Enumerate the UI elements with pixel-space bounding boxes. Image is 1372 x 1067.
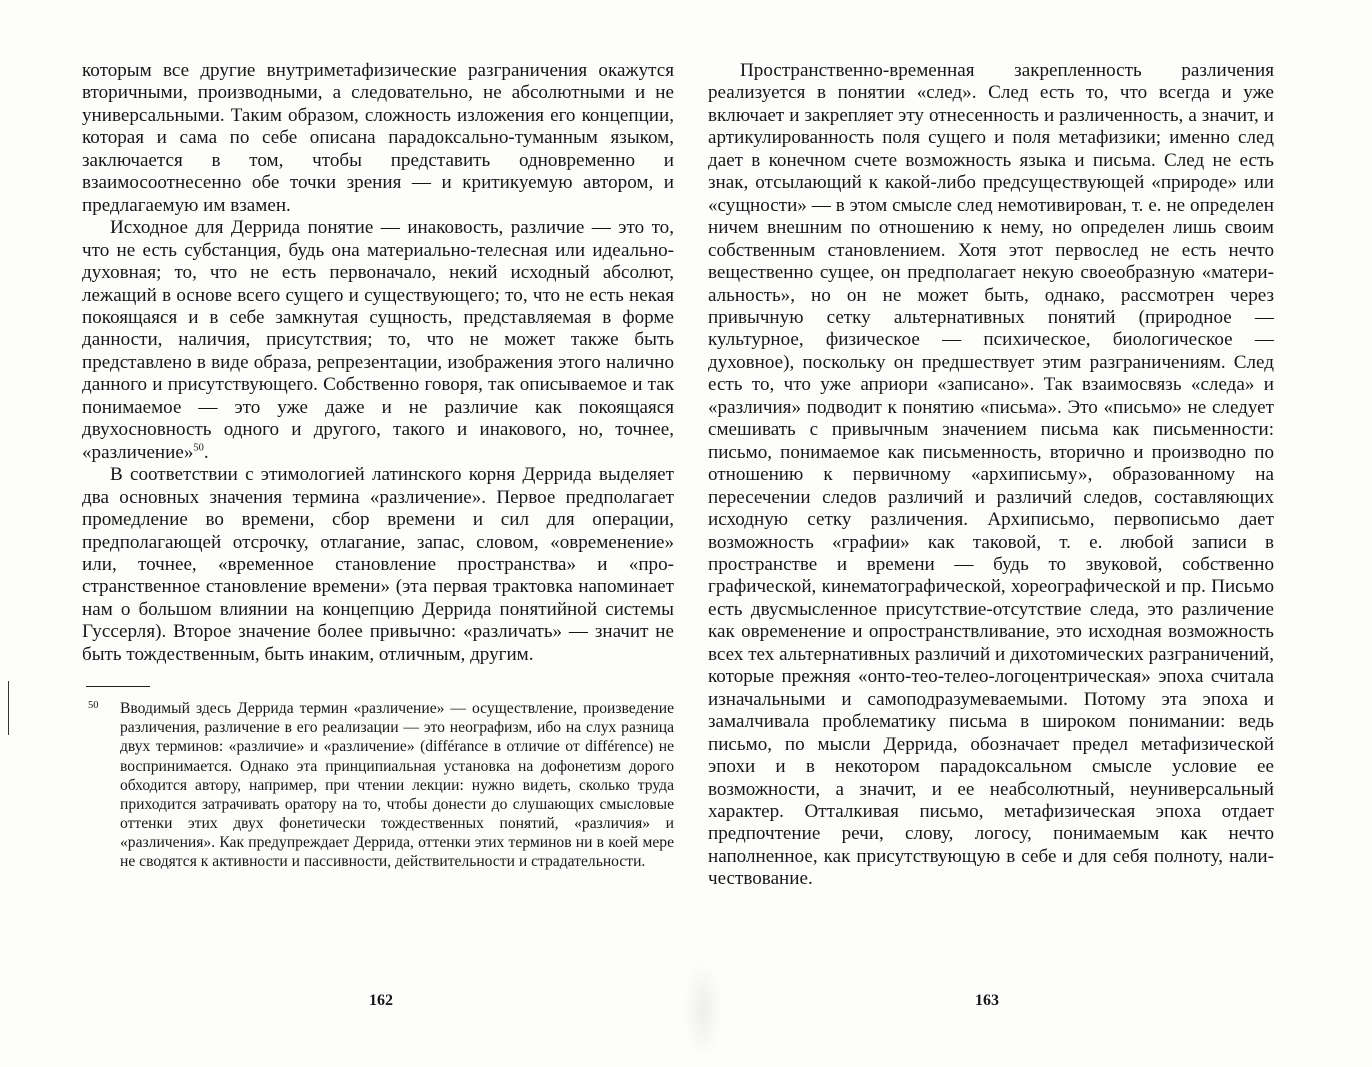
margin-mark — [8, 681, 9, 735]
footnote-reference: 50 — [193, 442, 204, 454]
footnote — [88, 699, 674, 871]
left-paragraph-2-text: Исходное для Деррида понятие — инаковость, различие — это то, что не есть субстанция, будь она материально-телесная или идеально-духовная; то, что не есть первоначало, некий исходный абсолют, лежащий в основе всего сущего и существующего; то, что не есть некая покоящаяся и в себе замкнутая сущность, представляемая в форме данности, наличия, присутствия; то, что не может также быть представлено в виде образа, репрезентации, изображения этого налично данного и присутствующего. Собственно говоря, так описываемое и так понимаемое — это уже даже и не различие как покоящаяся двухосновность одного и другого, такого и инакового, но, точнее, «различение» — [82, 217, 674, 463]
footnote-text: Вводимый здесь Деррида термин «различение» — осуществление, произведение различения, различение в его реализации — это неографизм, ибо на слух разница двух терминов: «различие» и «различение» (différance в отличие от différence) не воспринимается. Однако эта принципиальная установка на дофонетизм дорого обходится автору, например, при чтении лекции: нужно видеть, сколько труда приходится затрачивать оратору на то, чтобы донести до слушающих смысловые оттенки этих двух фонетически тождественных понятий, «различия» и «различения». Как предупреждает Деррида, оттенки этих терминов ни в коей мере не сводятся к активности и пассивности, действительности и страдательности. — [120, 700, 674, 870]
left-paragraph-1: которым все другие внутриметафизические разграничения окажутся вторичными, производными, а следовательно, не абсолютными и не универсальными. Таким образом, сложность изложения его концепции, которая и сама по себе описана парадоксально-туманным языком, заключается в том, чтобы представить одновременно и взаимосоотнесенно обе точки зрения — и критикуемую автором, и предлагаемую им взамен. — [82, 60, 674, 216]
left-page — [82, 60, 674, 871]
page-number-left: 162 — [369, 992, 393, 1009]
left-paragraph-2: Исходное для Деррида понятие — инаковость, различие — это то, что не есть субстанция, будь она материально-телесная или идеально-духовная; то, что не есть первоначало, некий исходный абсолют, лежащий в основе всего сущего и существующего; то, что не есть некая покоящаяся и в себе замкнутая сущность, представляемая в форме данности, наличия, присутствия; то, что не может также быть представлено в виде образа, репрезентации, изображения этого налично данного и присутствующего. Собственно говоря, так описываемое и так понимаемое — это уже даже и не различие как покоящаяся двухосновность одного и другого, такого и инакового, но, точнее, «различение»$^{50}$. — [82, 217, 674, 463]
page-number-right: 163 — [975, 992, 999, 1009]
footnote-divider — [86, 686, 150, 687]
book-gutter-shadow — [683, 960, 723, 1060]
left-paragraph-3: В соответствии с этимологией латинского корня Деррида выделяет два основных значения термина «различение». Первое предполагает промедление во времени, сбор времени и сил для операции, предполагающей отсрочку, отлагание, запас, словом, «овременение» или, точнее, «временное становление пространства» и «пространственное становление времени» (эта первая трактовка напоминает нам о большом влиянии на концепцию Деррида понятийной системы Гуссерля). Второе значение более привычно: «различать» — значит не быть тождественным, быть инаким, отличным, другим. — [82, 464, 674, 665]
right-page — [708, 60, 1274, 891]
footnote-marker: 50 — [88, 700, 99, 712]
right-paragraph-1: Пространственно-временная закрепленность различения реализуется в понятии «след». След есть то, что всегда и уже включает и закрепляет эту отнесенность и различенность, а значит, и артикулированность поля сущего и поля метафизики; именно след дает в конечном счете возможность языка и письма. След не есть знак, отсылающий к какой-либо предсуществующей «природе» или «сущности» — в этом смысле след немотивирован, т. е. не определен ничем внешним по отношению к нему, но определен лишь своим собственным становлением. Хотя этот первослед не есть нечто вещественно сущее, он предполагает некую своеобразную «материальность», но он не может быть, однако, рассмотрен через привычную сетку альтернативных понятий (природное — культурное, физическое — психическое, биологическое — духовное), поскольку он предшествует этим разграничениям. След есть то, что уже априори «записано». Так взаимосвязь «следа» и «различия» подводит к понятию «письма». Это «письмо» не следует смешивать с привычным значением письма как письменности: письмо, понимаемое как письменность, вторично и производно по отношению к первичному «архиписьму», образованному на пересечении следов различий и различий следов, составляющих исходную сетку различения. Архиписьмо, первописьмо дает возможность «графии» как таковой, т. е. любой записи в пространстве и времени — будь то звуковой, собственно графической, кинематографической, хореографической и пр. Письмо есть двусмысленное присутствие-отсутствие следа, это различение как овременение и опространствливание, это исходная возможность всех тех альтернативных различий и дихотомических разграничений, которые прежняя «онто-тео-телео-логоцентрическая» эпоха считала изначальными и самоподразумеваемыми. Потому эта эпоха и замалчивала проблематику письма в широком понимании: ведь письмо, по мысли Деррида, обозначает предел метафизической эпохи и в некотором парадоксальном смысле условие ее возможности, а значит, и ее неабсолютный, неуниверсальный характер. Отталкивая письмо, метафизическая эпоха отдает предпочтение речи, слову, логосу, понимаемым как нечто наполненное, как присутствующую в себе и для себя полноту, наличествование. — [708, 60, 1274, 890]
